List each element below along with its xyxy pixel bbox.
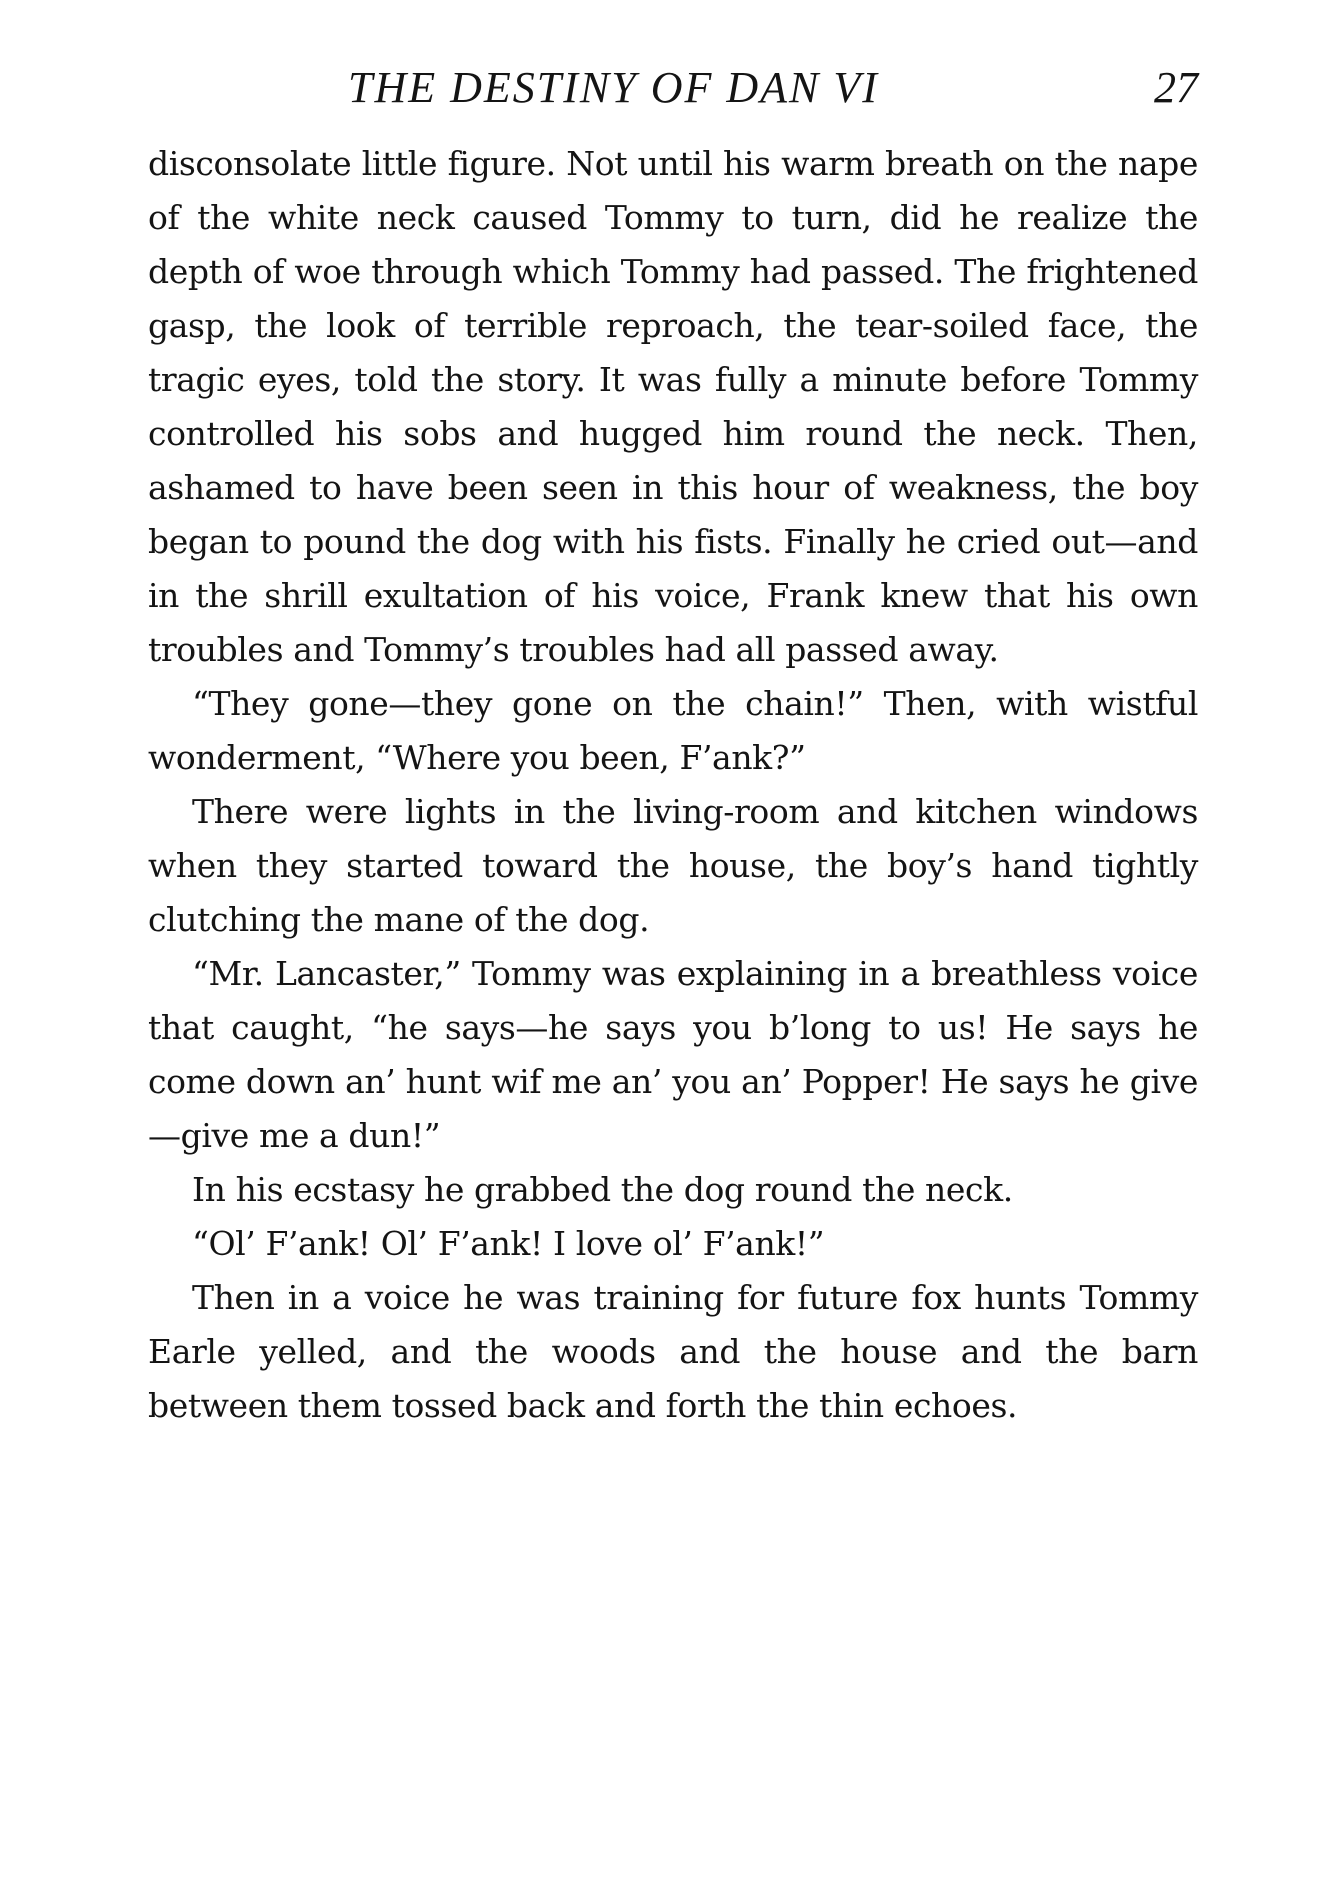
running-head <box>148 58 1198 118</box>
paragraph-lights: There were lights in the living-room and kitchen windows when they started toward the house, the boy’s hand tightly clutching the mane of the dog. <box>148 792 1198 939</box>
paragraph-echoes: Then in a voice he was training for future fox hunts Tommy Earle yelled, and the woods and the house and the barn between them tossed back and forth the thin echoes. <box>148 1278 1198 1425</box>
paragraph-dialogue-chain: “They gone—they gone on the chain!” Then, with wistful wonderment, “Where you been, F’ank?” <box>148 684 1198 777</box>
running-title: THE DESTINY OF DAN VI <box>348 63 879 112</box>
paragraph-lancaster: “Mr. Lancaster,” Tommy was explaining in a breathless voice that caught, “he says—he says you b’long to us! He says he come down an’ hunt wif me an’ you an’ Popper! He says he give—give me a dun!” <box>148 954 1198 1155</box>
paragraph-ecstasy: In his ecstasy he grabbed the dog round the neck. <box>192 1170 1013 1209</box>
paragraph-ol-frank: “Ol’ F’ank! Ol’ F’ank! I love ol’ F’ank!” <box>192 1224 825 1263</box>
paragraph-continued: disconsolate little figure. Not until his warm breath on the nape of the white neck caused Tommy to turn, did he realize the depth of woe through which Tommy had passed. The frightened gasp, the look of terrible reproach, the tear-soiled face, the tragic eyes, told the story. It was fully a minute before Tommy controlled his sobs and hugged him round the neck. Then, ashamed to have been seen in this hour of weakness, the boy began to pound the dog with his fists. Finally he cried out—and in the shrill exultation of his voice, Frank knew that his own troubles and Tommy’s troubles had all passed away. <box>148 144 1198 669</box>
page-number: 27 <box>1154 63 1198 112</box>
body-text <box>148 137 1198 1433</box>
